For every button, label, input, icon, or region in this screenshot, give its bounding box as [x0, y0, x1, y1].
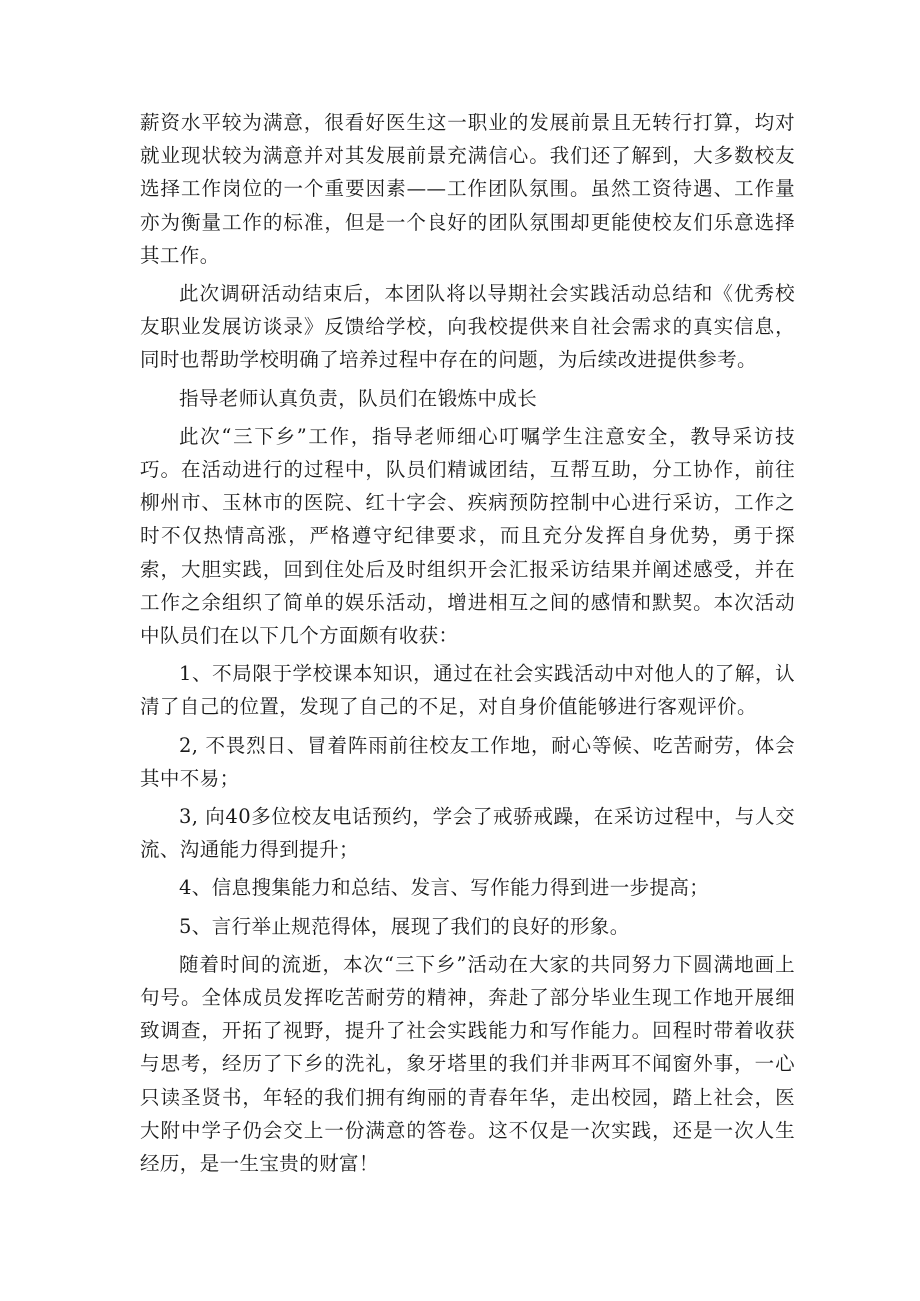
section-heading: 指导老师认真负责，队员们在锻炼中成长	[179, 386, 538, 410]
document-body	[140, 106, 795, 1185]
paragraph-conclusion: 随着时间的流逝，本次“三下乡”活动在大家的共同努力下圆满地画上句号。全体成员发挥吃苦耐劳的精神，奔赴了部分毕业生现工作地开展细致调查，开拓了视野，提升了社会实践能力和写作能力。回程时带着收获与思考，经历了下乡的洗礼，象牙塔里的我们并非两耳不闻窗外事，一心只读圣贤书，年轻的我们拥有绚丽的青春年华，走出校园，踏上社会，医大附中学子仍会交上一份满意的答卷。这不仅是一次实践，还是一次人生经历，是一生宝贵的财富！	[140, 952, 795, 1176]
paragraph-survey-outcome: 此次调研活动结束后，本团队将以导期社会实践活动总结和《优秀校友职业发展访谈录》反馈给学校，向我校提供来自社会需求的真实信息，同时也帮助学校明确了培养过程中存在的问题，为后续改进提供参考。	[140, 282, 795, 372]
paragraph-continuation: 薪资水平较为满意，很看好医生这一职业的发展前景且无转行打算，均对就业现状较为满意并对其发展前景充满信心。我们还了解到，大多数校友选择工作岗位的一个重要因素——工作团队氛围。虽然工资待遇、工作量亦为衡量工作的标准，但是一个良好的团队氛围却更能使校友们乐意选择其工作。	[140, 111, 795, 267]
paragraph-activity: 此次“三下乡”工作，指导老师细心叮嘱学生注意安全，教导采访技巧。在活动进行的过程中，队员们精诚团结，互帮互助，分工协作，前往柳州市、玉林市的医院、红十字会、疾病预防控制中心进行采访，工作之时不仅热情高涨，严格遵守纪律要求，而且充分发挥自身优势，勇于探索，大胆实践，回到住处后及时组织开会汇报采访结果并阐述感受，并在工作之余组织了简单的娱乐活动，增进相互之间的感情和默契。本次活动中队员们在以下几个方面颇有收获：	[140, 424, 795, 648]
list-item-4: 4、信息搜集能力和总结、发言、写作能力得到进一步提高；	[179, 876, 710, 900]
list-item-5: 5、言行举止规范得体，展现了我们的良好的形象。	[179, 914, 630, 938]
list-item-1: 1、不局限于学校课本知识，通过在社会实践活动中对他人的了解，认清了自己的位置，发现了自己的不足，对自身价值能够进行客观评价。	[140, 662, 795, 719]
list-item-3: 3, 向40多位校友电话预约，学会了戒骄戒躁，在采访过程中，与人交流、沟通能力得到提升；	[140, 805, 795, 862]
list-item-2: 2, 不畏烈日、冒着阵雨前往校友工作地，耐心等候、吃苦耐劳，体会其中不易；	[140, 733, 795, 790]
